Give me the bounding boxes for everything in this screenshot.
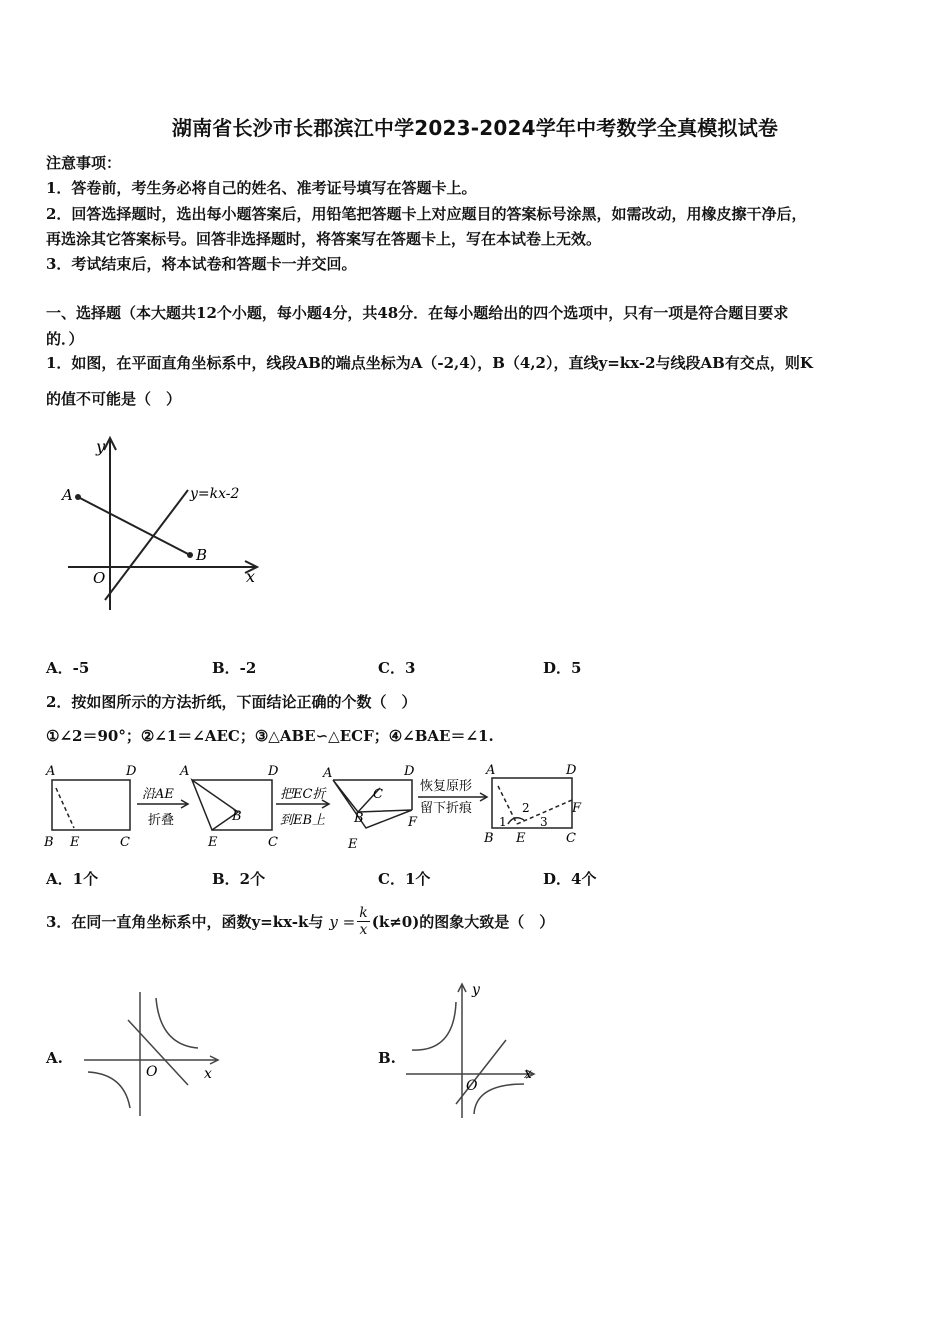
q2-statements: ①∠2＝90°；②∠1＝∠AEC；③△ABE∽△ECF；④∠BAE＝∠1. — [46, 727, 494, 745]
q2-label-d4: D — [566, 763, 577, 778]
q1-y-label: y — [96, 437, 106, 456]
q1-stem-line2: 的值不可能是（ ） — [46, 390, 182, 408]
q2-label-b2: B — [232, 809, 242, 824]
q1-option-c[interactable]: C．3 — [378, 659, 416, 677]
q2-label-a4: A — [486, 763, 496, 778]
q1-segment-ab — [78, 497, 190, 555]
q3b-x-label: x — [524, 1066, 532, 1082]
q2-label-e4: E — [516, 831, 526, 846]
notice-item: 2．回答选择题时，选出每小题答案后，用铅笔把答题卡上对应题目的答案标号涂黑，如需改动，用橡皮擦干净后， — [46, 205, 807, 223]
q2-label-d1: D — [126, 764, 137, 779]
q2-angle-arc — [508, 818, 524, 824]
q2-label-e2: E — [208, 835, 218, 850]
q2-step2-bottom: 到EB上 — [280, 813, 326, 828]
q3-option-a-graph[interactable] — [80, 990, 230, 1120]
q2-label-a1: A — [46, 764, 56, 779]
q1-point-a — [75, 494, 81, 500]
q1-option-d[interactable]: D．5 — [543, 659, 582, 677]
q2-label-c2: C — [268, 835, 278, 850]
q2-step1-top: 沿AE — [142, 787, 174, 802]
q3a-hyperbola-q1 — [156, 998, 198, 1048]
notice-heading: 注意事项： — [46, 154, 122, 172]
q1-x-label: x — [246, 567, 256, 586]
q3-stem-prefix: 3．在同一直角坐标系中，函数y=kx-k与 — [46, 913, 324, 931]
q2-option-b[interactable]: B．2个 — [212, 870, 266, 888]
q3-stem-suffix: (k≠0)的图象大致是（ ） — [371, 913, 555, 931]
q1-b-label: B — [196, 546, 208, 564]
q2-step1-bottom: 折叠 — [148, 813, 175, 828]
q2-label-b1: B — [44, 835, 54, 850]
q3-option-b-label[interactable]: B. — [378, 1049, 396, 1067]
q2-label-d3: D — [404, 764, 415, 779]
q3b-origin: O — [466, 1078, 478, 1094]
q3-y-eq: y = — [329, 912, 356, 931]
q1-origin-label: O — [93, 569, 106, 587]
q2-option-d[interactable]: D．4个 — [543, 870, 597, 888]
q2-label-c1: C — [120, 835, 130, 850]
q2-label-c3: C — [373, 787, 383, 802]
q1-line-kx-2 — [105, 490, 188, 600]
q3-frac-den: x — [359, 922, 368, 938]
q1-option-b[interactable]: B．-2 — [212, 659, 257, 677]
q2-label-a2: A — [180, 764, 190, 779]
section-heading-line1: 一、选择题（本大题共12个小题，每小题4分，共48分．在每小题给出的四个选项中，只有一项是符合题目要求 — [46, 304, 789, 322]
notice-item: 3．考试结束后，将本试卷和答题卡一并交回。 — [46, 255, 357, 273]
q2-label-f3: F — [408, 815, 418, 830]
q2-label-e3: E — [348, 837, 358, 852]
q2-angle-1: 1 — [499, 815, 507, 829]
q3-fraction — [357, 905, 369, 938]
q3a-line — [128, 1020, 188, 1085]
q3b-y-label: y — [472, 982, 480, 998]
q3-frac-num: k — [359, 905, 368, 921]
section-heading-line2: 的．） — [46, 330, 84, 348]
q1-point-b — [187, 552, 193, 558]
q1-graph — [60, 430, 270, 620]
q2-step3-bottom: 留下折痕 — [420, 801, 473, 816]
q3b-hyperbola-q2 — [412, 1002, 456, 1050]
q1-option-a[interactable]: A．-5 — [46, 659, 90, 677]
q2-label-a3: A — [323, 766, 333, 781]
q1-a-label: A — [62, 486, 73, 504]
q1-line-label: y=kx-2 — [190, 486, 240, 502]
q3-option-a-label[interactable]: A. — [46, 1049, 63, 1067]
q3-stem — [46, 905, 554, 938]
q2-label-f4: F — [572, 801, 582, 816]
q1-stem-line1: 1．如图，在平面直角坐标系中，线段AB的端点坐标为A（-2,4），B（4,2），直线y=kx-2与线段AB有交点，则K — [46, 354, 813, 372]
q2-panel1-crease — [56, 788, 74, 828]
q2-folding-figure — [40, 760, 600, 852]
q3a-x-label: x — [204, 1066, 212, 1082]
q3a-hyperbola-q3 — [88, 1072, 130, 1108]
q2-angle-2: 2 — [522, 801, 530, 815]
q2-label-b3: B — [354, 811, 364, 826]
notice-item: 再选涂其它答案标号。回答非选择题时，将答案写在答题卡上，写在本试卷上无效。 — [46, 230, 602, 248]
q2-angle-3: 3 — [540, 815, 548, 829]
q3b-hyperbola-q4 — [474, 1084, 524, 1114]
q2-stem: 2．按如图所示的方法折纸，下面结论正确的个数（ ） — [46, 693, 417, 711]
q2-label-e1: E — [70, 835, 80, 850]
q2-step3-top: 恢复原形 — [420, 779, 473, 794]
q3a-origin: O — [146, 1064, 158, 1080]
q2-label-b4: B — [484, 831, 494, 846]
page-title: 湖南省长沙市长郡滨江中学2023-2024学年中考数学全真模拟试卷 — [171, 116, 779, 140]
q3-option-b-graph[interactable] — [402, 980, 542, 1122]
q2-option-c[interactable]: C．1个 — [378, 870, 431, 888]
notice-item: 1．答卷前，考生务必将自己的姓名、准考证号填写在答题卡上。 — [46, 179, 477, 197]
q2-label-d2: D — [268, 764, 279, 779]
q2-option-a[interactable]: A．1个 — [46, 870, 99, 888]
q3b-line — [456, 1040, 506, 1104]
q2-label-c4: C — [566, 831, 576, 846]
q2-step2-top: 把EC折 — [280, 787, 326, 802]
q2-panel1-rect — [52, 780, 130, 830]
